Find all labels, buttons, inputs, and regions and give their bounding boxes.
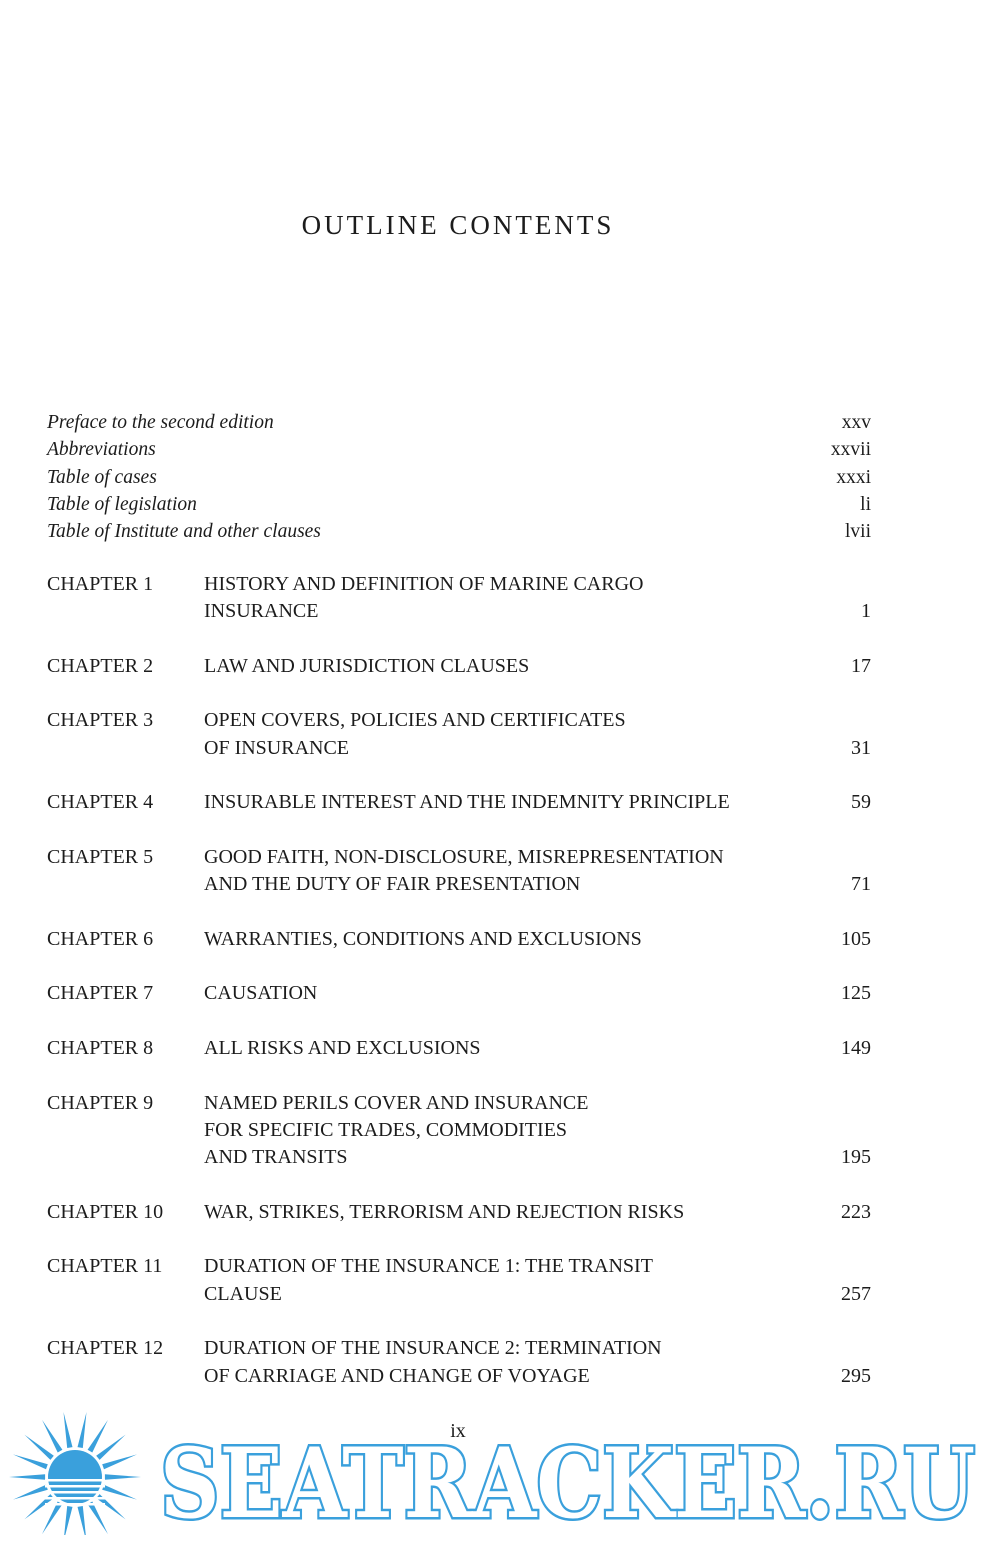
sun-ray [88, 1420, 108, 1453]
prelim-row [47, 518, 871, 545]
chapter-title-line: ALL RISKS AND EXCLUSIONS [204, 1037, 481, 1060]
sun-ray [13, 1485, 48, 1500]
chapter-label: CHAPTER 6 [47, 927, 154, 950]
chapter-title-line: WAR, STRIKES, TERRORISM AND REJECTION RISKS [204, 1200, 685, 1223]
chapter-title-line: AND TRANSITS [204, 1146, 348, 1169]
chapter-page: 105 [841, 927, 871, 950]
chapter-page: 31 [851, 736, 871, 759]
sun-ray [102, 1485, 137, 1500]
page-number: ix [450, 1420, 466, 1442]
chapter-page: 17 [851, 654, 871, 677]
watermark [0, 1405, 992, 1535]
chapter-title-line: DURATION OF THE INSURANCE 1: THE TRANSIT [204, 1255, 653, 1278]
chapter-label: CHAPTER 4 [47, 791, 154, 814]
sun-ray [13, 1454, 48, 1469]
chapter-entry [47, 1035, 871, 1062]
prelim-row [47, 464, 871, 491]
chapter-label: CHAPTER 9 [47, 1091, 154, 1114]
chapter-page: 71 [851, 873, 871, 896]
chapter-entry [47, 844, 871, 899]
sun-stripe [45, 1491, 105, 1494]
chapter-title [204, 1090, 801, 1172]
chapter-title-line: INSURABLE INTEREST AND THE INDEMNITY PRINCIPLE [204, 791, 730, 814]
chapter-title-line: NAMED PERILS COVER AND INSURANCE [204, 1091, 589, 1114]
chapter-label: CHAPTER 12 [47, 1337, 164, 1360]
chapter-label: CHAPTER 5 [47, 845, 154, 868]
chapter-title [204, 1335, 801, 1390]
chapter-title-line: DURATION OF THE INSURANCE 2: TERMINATION [204, 1337, 662, 1360]
chapter-entry [47, 571, 871, 626]
page-title: OUTLINE CONTENTS [301, 210, 615, 240]
chapter-label: CHAPTER 8 [47, 1037, 154, 1060]
chapter-entry [47, 789, 871, 816]
chapter-label: CHAPTER 11 [47, 1255, 163, 1278]
prelim-page: li [860, 493, 871, 515]
chapter-title-line: FOR SPECIFIC TRADES, COMMODITIES [204, 1118, 568, 1141]
chapter-title [204, 707, 801, 762]
prelim-row [47, 409, 871, 436]
chapter-title-line: CAUSATION [204, 982, 318, 1005]
chapter-page: 223 [841, 1200, 871, 1223]
chapter-label: CHAPTER 2 [47, 654, 154, 677]
chapter-title [204, 844, 801, 899]
prelims-list [47, 409, 871, 545]
chapter-title-line: HISTORY AND DEFINITION OF MARINE CARGO [204, 573, 644, 595]
chapter-entry [47, 980, 871, 1007]
sun-ray [78, 1412, 87, 1448]
chapter-entry [47, 926, 871, 953]
prelim-label: Abbreviations [47, 439, 156, 461]
sun-ray [42, 1420, 62, 1453]
sun-ray [88, 1502, 108, 1535]
chapter-entry [47, 1335, 871, 1390]
sun-stripe [45, 1485, 105, 1488]
chapter-title [204, 1035, 801, 1062]
sun-ray [105, 1474, 141, 1479]
sun-ray [96, 1435, 125, 1460]
sun-ray [102, 1454, 137, 1469]
chapter-page: 257 [841, 1282, 871, 1305]
sun-core [48, 1450, 102, 1504]
sun-ray [64, 1506, 73, 1535]
chapter-title [204, 980, 801, 1007]
chapter-label: CHAPTER 7 [47, 982, 154, 1005]
sun-stripe [45, 1503, 105, 1506]
chapter-page: 195 [841, 1146, 871, 1169]
prelim-page: xxxi [836, 466, 871, 488]
prelim-label: Table of cases [47, 466, 157, 488]
prelim-label: Table of legislation [47, 493, 197, 515]
chapter-page: 1 [861, 600, 871, 623]
chapter-entry [47, 1199, 871, 1226]
chapter-list [47, 571, 871, 1417]
prelim-page: lvii [844, 521, 871, 543]
sun-burst-icon [9, 1412, 141, 1535]
sun-stripe [45, 1479, 105, 1482]
chapter-title-line: OPEN COVERS, POLICIES AND CERTIFICATES [204, 709, 626, 732]
chapter-title [204, 1253, 801, 1308]
sun-ray [64, 1412, 73, 1448]
chapter-title [204, 1199, 801, 1226]
prelim-row [47, 436, 871, 463]
sun-ray [78, 1506, 87, 1535]
watermark-text: SEATRACKER.RU [160, 1427, 975, 1535]
chapter-title-line: OF INSURANCE [204, 736, 350, 759]
chapter-title [204, 653, 801, 680]
chapter-entry [47, 1253, 871, 1308]
sun-ray [24, 1435, 53, 1460]
sun-ray [42, 1502, 62, 1535]
chapter-page: 149 [841, 1037, 871, 1060]
chapter-title [204, 571, 801, 626]
chapter-title-line: OF CARRIAGE AND CHANGE OF VOYAGE [204, 1364, 590, 1387]
chapter-label: CHAPTER 3 [47, 709, 154, 732]
watermark-graphic [0, 1405, 992, 1535]
chapter-title-line: WARRANTIES, CONDITIONS AND EXCLUSIONS [204, 927, 642, 950]
chapter-page: 59 [851, 791, 871, 814]
prelim-page: xxv [841, 412, 871, 433]
chapter-title [204, 789, 801, 816]
chapter-page: 295 [841, 1364, 871, 1387]
chapter-title-line: LAW AND JURISDICTION CLAUSES [204, 654, 530, 677]
chapter-entry [47, 707, 871, 762]
chapter-title [204, 926, 801, 953]
chapter-title-line: AND THE DUTY OF FAIR PRESENTATION [204, 873, 581, 896]
sun-ray [9, 1474, 45, 1479]
chapter-title-line: GOOD FAITH, NON-DISCLOSURE, MISREPRESENTATION [204, 845, 724, 868]
chapter-label: CHAPTER 10 [47, 1200, 164, 1223]
chapter-label: CHAPTER 1 [47, 573, 154, 595]
prelim-row [47, 491, 871, 518]
chapter-title-line: INSURANCE [204, 600, 319, 623]
chapter-title-line: CLAUSE [204, 1282, 282, 1305]
prelim-page: xxvii [830, 439, 871, 461]
chapter-entry [47, 653, 871, 680]
prelim-label: Preface to the second edition [47, 412, 274, 433]
prelim-label: Table of Institute and other clauses [47, 521, 321, 543]
chapter-page: 125 [841, 982, 871, 1005]
sun-stripe [45, 1497, 105, 1500]
chapter-entry [47, 1090, 871, 1172]
